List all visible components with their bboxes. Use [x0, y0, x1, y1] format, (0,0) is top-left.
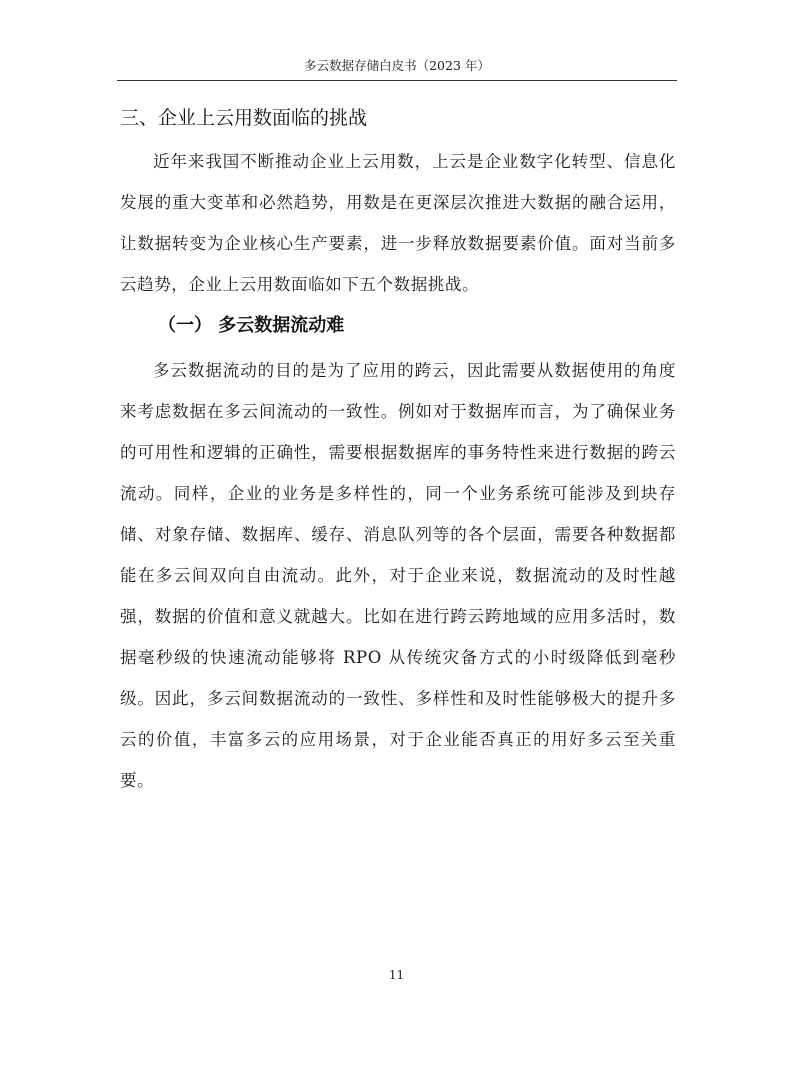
header-divider [117, 80, 677, 81]
page-number: 11 [388, 968, 405, 982]
subsection-title: （一） 多云数据流动难 [158, 315, 345, 336]
subsection-body-paragraph: 多云数据流动的目的是为了应用的跨云，因此需要从数据使用的角度来考虑数据在多云间流动的一致性。例如对于数据库而言，为了确保业务的可用性和逻辑的正确性，需要根据数据库的事务特性来进行数据的跨云流动。同样，企业的业务是多样性的，同一个业务系统可能涉及到块存储、对象存储、数据库、缓存、消息队列等的各个层面，需要各种数据都能在多云间双向自由流动。此外，对于企业来说，数据流动的及时性越强，数据的价值和意义就越大。比如在进行跨云跨地域的应用多活时，数据毫秒级的快速流动能够将 RPO 从传统灾备方式的小时级降低到毫秒级。因此，多云间数据流动的一致性、多样性和及时性能够极大的提升多云的价值，丰富多云的应用场景，对于企业能否真正的用好多云至关重要。 [120, 361, 676, 790]
section-title: 三、企业上云用数面临的挑战 [120, 107, 368, 129]
section-intro-paragraph: 近年来我国不断推动企业上云用数，上云是企业数字化转型、信息化发展的重大变革和必然趋势，用数是在更深层次推进大数据的融合运用，让数据转变为企业核心生产要素，进一步释放数据要素价值。面对当前多云趋势，企业上云用数面临如下五个数据挑战。 [120, 152, 676, 294]
page-header: 多云数据存储白皮书（2023 年） [304, 58, 490, 73]
